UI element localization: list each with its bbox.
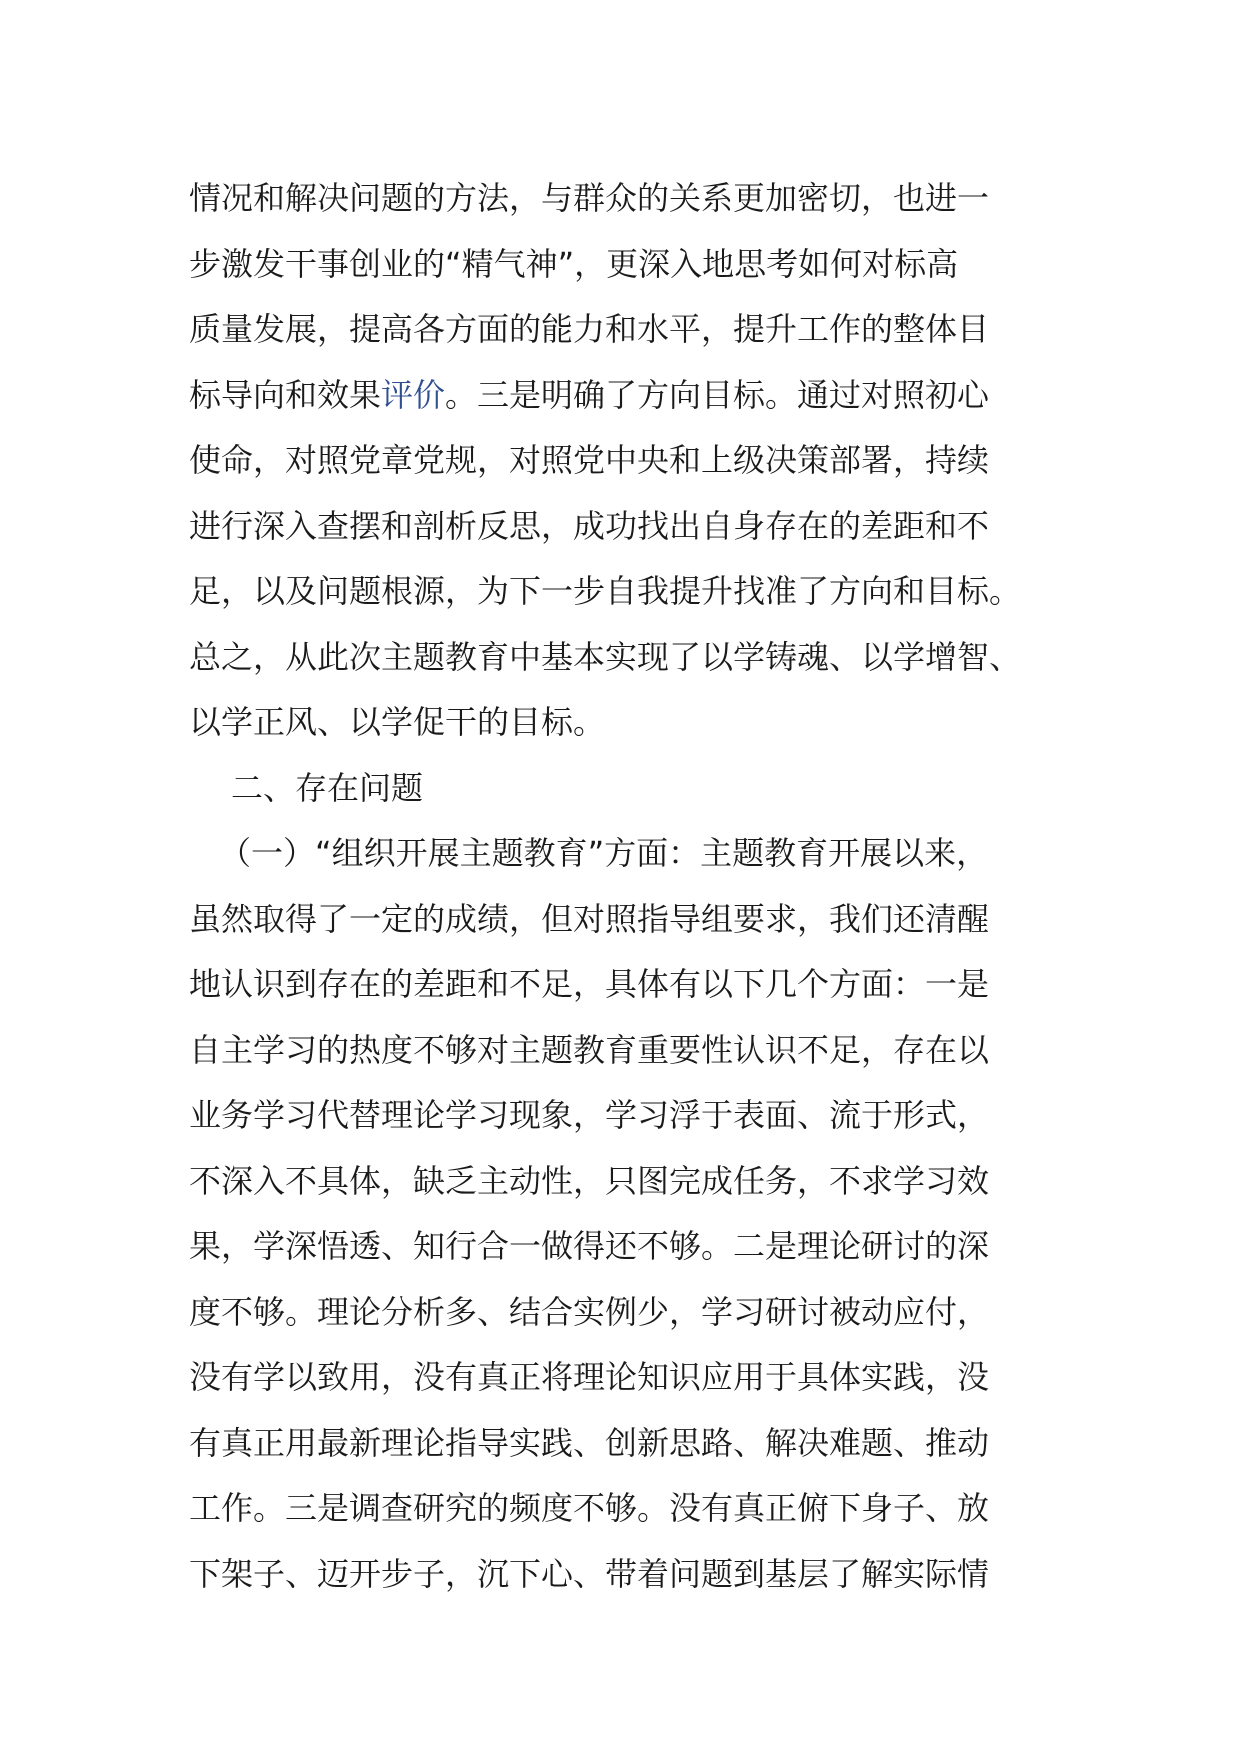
text-line: 不深入不具体，缺乏主动性，只图完成任务，不求学习效 [189,1161,990,1200]
text-line: 工作。三是调查研究的频度不够。没有真正俯下身子、放 [189,1489,990,1527]
text-line: 下架子、迈开步子，沉下心、带着问题到基层了解实际情 [189,1554,990,1593]
text-segment: 。三是明确了方向目标。通过对照初心 [445,375,990,414]
text-line: 自主学习的热度不够对主题教育重要性认识不足，存在以 [189,1030,990,1069]
text-line: 足，以及问题根源，为下一步自我提升找准了方向和目标。 [189,572,1022,610]
text-line: 有真正用最新理论指导实践、创新思路、解决难题、推动 [189,1423,990,1462]
text-line: 果，学深悟透、知行合一做得还不够。二是理论研讨的深 [189,1227,990,1265]
text-line: 虽然取得了一定的成绩，但对照指导组要求，我们还清醒 [189,899,990,938]
text-line: 业务学习代替理论学习现象，学习浮于表面、流于形式， [189,1096,990,1134]
text-line: 步激发干事创业的“精气神”，更深入地思考如何对标高 [189,244,959,283]
text-line: 进行深入查摆和剖析反思，成功找出自身存在的差距和不 [189,506,990,545]
text-line: 质量发展，提高各方面的能力和水平，提升工作的整体目 [189,310,990,348]
text-line: （一）“组织开展主题教育”方面：主题教育开展以来， [219,834,989,872]
highlighted-term: 评价 [381,375,446,414]
text-line: 以学正风、以学促干的目标。 [189,703,606,741]
text-line: 地认识到存在的差距和不足，具体有以下几个方面：一是 [189,965,990,1003]
text-segment: 标导向和效果 [189,375,382,414]
text-line: 情况和解决问题的方法，与群众的关系更加密切，也进一 [189,179,990,217]
text-line-with-highlight [189,363,1089,429]
text-line: 总之，从此次主题教育中基本实现了以学铸魂、以学增智、 [189,637,1022,676]
text-line: 度不够。理论分析多、结合实例少，学习研讨被动应付， [189,1292,990,1331]
section-heading: 二、存在问题 [231,768,424,807]
text-line: 使命，对照党章党规，对照党中央和上级决策部署，持续 [189,441,990,479]
text-line: 没有学以致用，没有真正将理论知识应用于具体实践，没 [189,1358,990,1396]
document-body [189,166,1089,1607]
